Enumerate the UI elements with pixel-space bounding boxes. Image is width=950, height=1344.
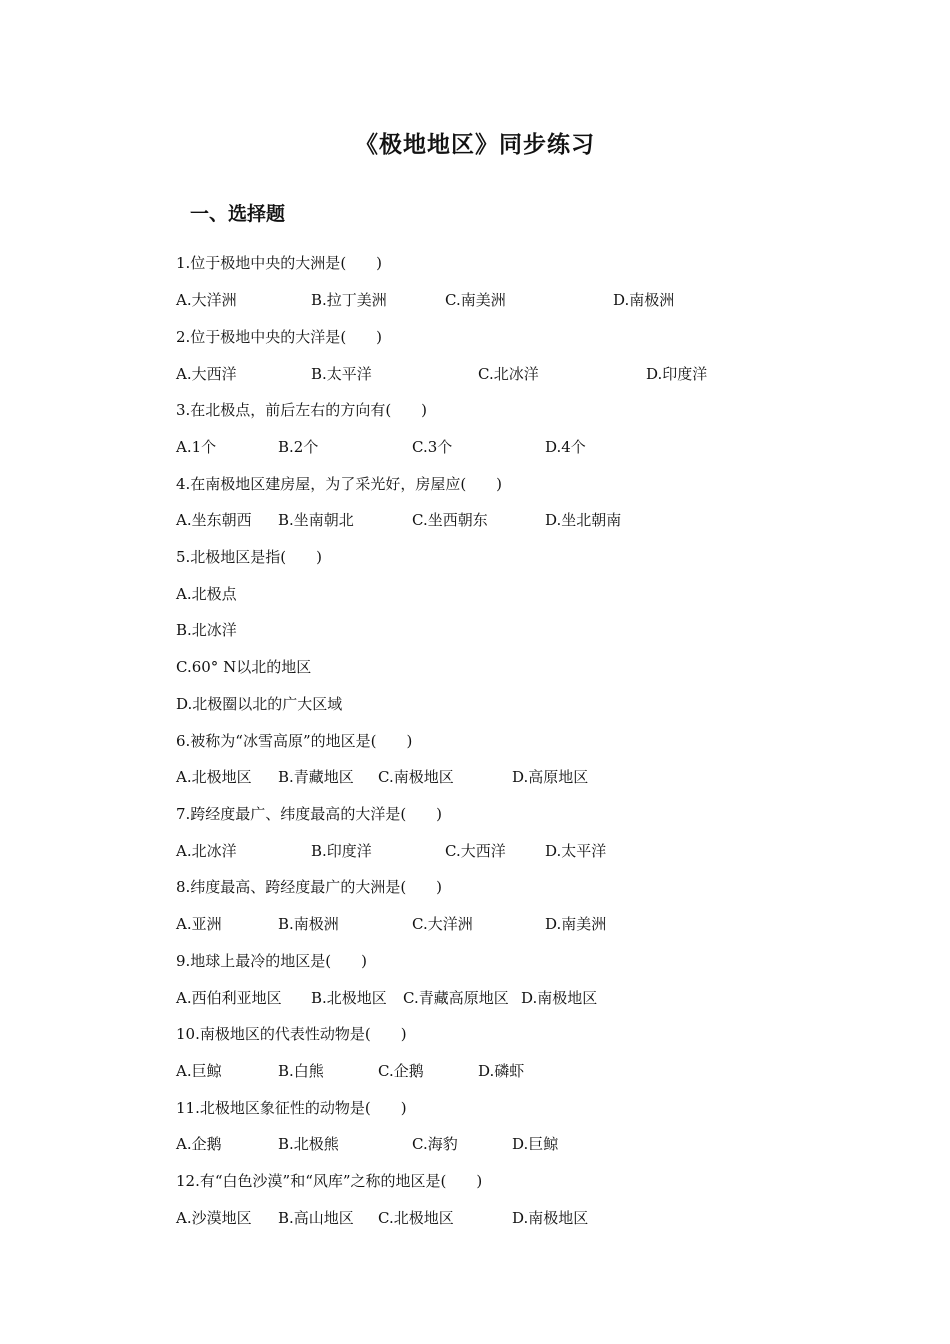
question-stem: 10.南极地区的代表性动物是( ) [176, 1025, 407, 1043]
option-d[interactable]: D.坐北朝南 [545, 511, 622, 529]
option-b[interactable]: B.高山地区 [278, 1209, 354, 1227]
option-a[interactable]: A.西伯利亚地区 [176, 989, 282, 1007]
question-7-options [176, 839, 776, 863]
option-c[interactable]: C.企鹅 [378, 1062, 424, 1080]
option-c[interactable]: C.北极地区 [378, 1209, 454, 1227]
option-b[interactable]: B.拉丁美洲 [311, 291, 387, 309]
question-11-stem [176, 1096, 776, 1120]
option-c[interactable]: C.南极地区 [378, 768, 454, 786]
page-title: 《极地地区》同步练习 [355, 131, 595, 158]
question-10-options [176, 1059, 776, 1083]
question-2-options [176, 362, 776, 386]
option-c[interactable]: C.60° N以北的地区 [176, 658, 312, 676]
question-2-stem [176, 325, 776, 349]
option-c[interactable]: C.北冰洋 [478, 365, 539, 383]
question-stem: 12.有“白色沙漠”和“风库”之称的地区是( ) [176, 1172, 483, 1190]
question-3-options [176, 435, 776, 459]
option-b[interactable]: B.青藏地区 [278, 768, 354, 786]
question-stem: 2.位于极地中央的大洋是( ) [176, 328, 383, 346]
option-d[interactable]: D.巨鲸 [512, 1135, 559, 1153]
option-a[interactable]: A.北极地区 [176, 768, 252, 786]
option-d[interactable]: D.南美洲 [545, 915, 607, 933]
question-5-option-d [176, 692, 776, 716]
question-6-stem [176, 729, 776, 753]
question-1-stem [176, 251, 776, 275]
option-b[interactable]: B.印度洋 [311, 842, 372, 860]
option-d[interactable]: D.北极圈以北的广大区域 [176, 695, 343, 713]
option-a[interactable]: A.企鹅 [176, 1135, 222, 1153]
option-c[interactable]: C.坐西朝东 [412, 511, 488, 529]
option-d[interactable]: D.南极洲 [613, 291, 675, 309]
option-c[interactable]: C.3个 [412, 438, 453, 456]
option-b[interactable]: B.南极洲 [278, 915, 339, 933]
option-c[interactable]: C.大西洋 [445, 842, 506, 860]
option-c[interactable]: C.大洋洲 [412, 915, 473, 933]
option-d[interactable]: D.高原地区 [512, 768, 589, 786]
option-b[interactable]: B.白熊 [278, 1062, 324, 1080]
question-12-stem [176, 1169, 776, 1193]
option-a[interactable]: A.大西洋 [176, 365, 237, 383]
question-5-stem [176, 545, 776, 569]
option-b[interactable]: B.北冰洋 [176, 621, 237, 639]
option-a[interactable]: A.亚洲 [176, 915, 222, 933]
option-a[interactable]: A.1个 [176, 438, 217, 456]
option-a[interactable]: A.北极点 [176, 585, 237, 603]
option-a[interactable]: A.巨鲸 [176, 1062, 222, 1080]
question-12-options [176, 1206, 776, 1230]
option-a[interactable]: A.北冰洋 [176, 842, 237, 860]
question-stem: 5.北极地区是指( ) [176, 548, 323, 566]
question-9-stem [176, 949, 776, 973]
option-a[interactable]: A.大洋洲 [176, 291, 237, 309]
question-11-options [176, 1132, 776, 1156]
option-c[interactable]: C.南美洲 [445, 291, 506, 309]
question-6-options [176, 765, 776, 789]
question-stem: 4.在南极地区建房屋，为了采光好，房屋应( ) [176, 475, 503, 493]
question-5-option-c [176, 655, 776, 679]
option-c[interactable]: C.海豹 [412, 1135, 458, 1153]
option-d[interactable]: D.南极地区 [512, 1209, 589, 1227]
question-7-stem [176, 802, 776, 826]
question-1-options [176, 288, 776, 312]
option-b[interactable]: B.太平洋 [311, 365, 372, 383]
option-d[interactable]: D.印度洋 [646, 365, 708, 383]
question-5-option-b [176, 618, 776, 642]
option-a[interactable]: A.沙漠地区 [176, 1209, 252, 1227]
option-b[interactable]: B.北极熊 [278, 1135, 339, 1153]
question-stem: 8.纬度最高、跨经度最广的大洲是( ) [176, 878, 443, 896]
question-stem: 6.被称为“冰雪高原”的地区是( ) [176, 732, 413, 750]
option-d[interactable]: D.太平洋 [545, 842, 607, 860]
question-4-stem [176, 472, 776, 496]
question-9-options [176, 986, 776, 1010]
option-b[interactable]: B.2个 [278, 438, 319, 456]
question-stem: 3.在北极点，前后左右的方向有( ) [176, 401, 428, 419]
question-stem: 1.位于极地中央的大洲是( ) [176, 254, 383, 272]
question-stem: 9.地球上最冷的地区是( ) [176, 952, 368, 970]
option-c[interactable]: C.青藏高原地区 [403, 989, 509, 1007]
question-10-stem [176, 1022, 776, 1046]
option-a[interactable]: A.坐东朝西 [176, 511, 252, 529]
question-5-option-a [176, 582, 776, 606]
section-heading: 一、选择题 [190, 203, 286, 225]
option-b[interactable]: B.北极地区 [311, 989, 387, 1007]
question-stem: 11.北极地区象征性的动物是( ) [176, 1099, 407, 1117]
question-4-options [176, 508, 776, 532]
option-d[interactable]: D.南极地区 [521, 989, 598, 1007]
question-stem: 7.跨经度最广、纬度最高的大洋是( ) [176, 805, 443, 823]
question-8-options [176, 912, 776, 936]
option-d[interactable]: D.4个 [545, 438, 586, 456]
option-b[interactable]: B.坐南朝北 [278, 511, 354, 529]
question-8-stem [176, 875, 776, 899]
option-d[interactable]: D.磷虾 [478, 1062, 525, 1080]
question-3-stem [176, 398, 776, 422]
